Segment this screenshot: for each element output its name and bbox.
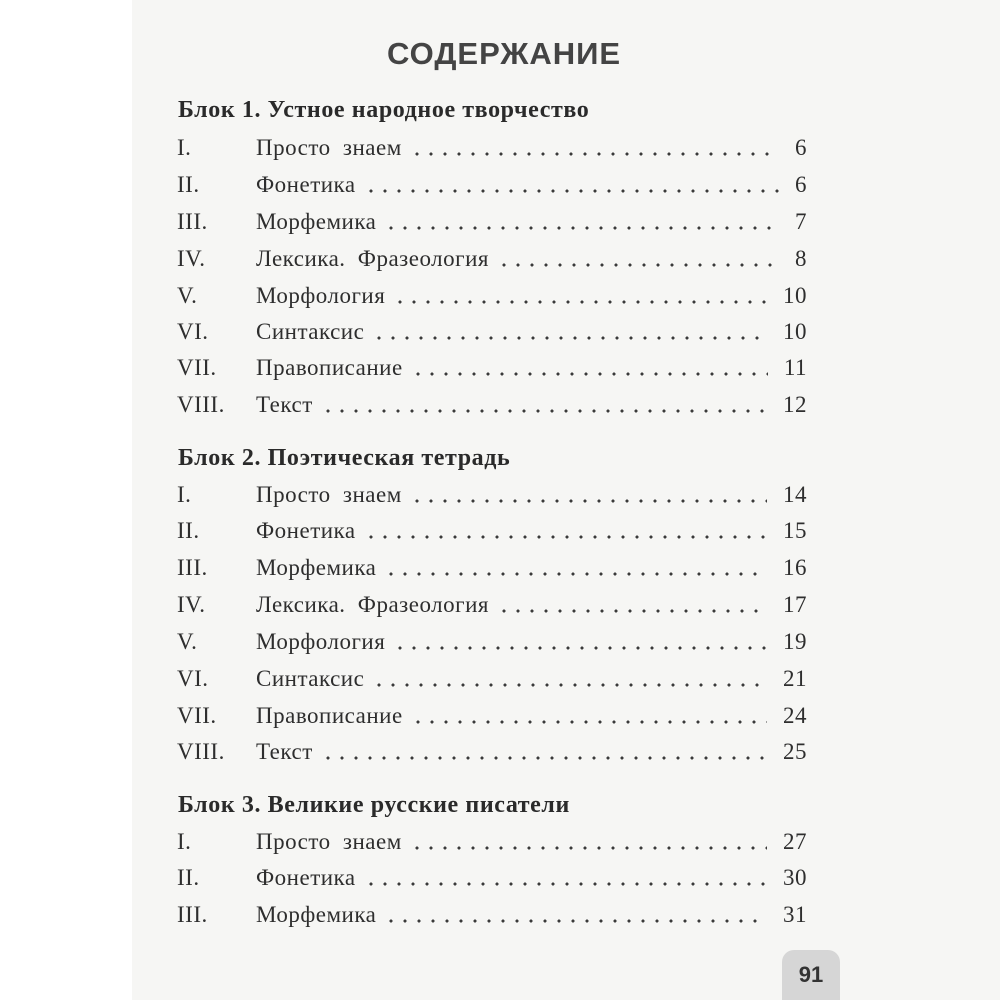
toc-number: III. <box>177 555 208 580</box>
toc-row[interactable] <box>177 592 807 626</box>
dot-leader <box>384 919 767 923</box>
toc-label: Просто знаем <box>256 829 402 854</box>
dot-leader <box>411 372 768 376</box>
toc-page: 24 <box>783 703 807 728</box>
toc-row[interactable] <box>177 518 807 552</box>
toc-number: VI. <box>177 666 209 691</box>
toc-row[interactable] <box>177 902 807 936</box>
dot-leader <box>393 300 767 304</box>
toc-label: Фонетика <box>256 172 356 197</box>
toc-label: Морфемика <box>256 902 377 927</box>
toc-row[interactable] <box>177 355 807 389</box>
toc-page: 7 <box>795 209 807 234</box>
dot-leader <box>384 572 767 576</box>
dot-leader <box>410 152 779 156</box>
dot-leader <box>411 720 767 724</box>
toc-row[interactable] <box>177 629 807 663</box>
page-number-tab: 91 <box>782 950 840 1000</box>
dot-leader <box>364 882 767 886</box>
toc-page: 10 <box>783 283 807 308</box>
toc-label: Правописание <box>256 355 403 380</box>
toc-label: Просто знаем <box>256 135 402 160</box>
dot-leader <box>364 535 767 539</box>
dot-leader <box>372 336 767 340</box>
toc-number: VIII. <box>177 392 225 417</box>
toc-number: I. <box>177 482 192 507</box>
toc-row[interactable] <box>177 246 807 280</box>
toc-page: 11 <box>783 355 807 380</box>
dot-leader <box>410 499 767 503</box>
dot-leader <box>364 189 779 193</box>
toc-label: Синтаксис <box>256 319 365 344</box>
toc-number: IV. <box>177 246 206 271</box>
toc-page: 6 <box>795 172 807 197</box>
dot-leader <box>321 409 767 413</box>
toc-page: 8 <box>795 246 807 271</box>
toc-label: Лексика. Фразеология <box>256 592 489 617</box>
toc-label: Фонетика <box>256 865 356 890</box>
block-title: Блок 1. Устное народное творчество <box>178 97 590 123</box>
toc-number: III. <box>177 902 208 927</box>
toc-number: IV. <box>177 592 206 617</box>
toc-row[interactable] <box>177 829 807 863</box>
toc-page: 10 <box>783 319 807 344</box>
toc-label: Морфемика <box>256 555 377 580</box>
toc-page: 21 <box>783 666 807 691</box>
toc-number: VI. <box>177 319 209 344</box>
toc-label: Морфология <box>256 629 386 654</box>
toc-label: Морфология <box>256 283 386 308</box>
toc-row[interactable] <box>177 319 807 353</box>
toc-page: 12 <box>783 392 807 417</box>
toc-page: 19 <box>783 629 807 654</box>
dot-leader <box>497 263 779 267</box>
toc-label: Морфемика <box>256 209 377 234</box>
block-title: Блок 3. Великие русские писатели <box>178 792 570 818</box>
toc-row[interactable] <box>177 865 807 899</box>
toc-row[interactable] <box>177 135 807 169</box>
toc-number: III. <box>177 209 208 234</box>
dot-leader <box>393 646 767 650</box>
toc-row[interactable] <box>177 172 807 206</box>
toc-label: Просто знаем <box>256 482 402 507</box>
dot-leader <box>321 756 767 760</box>
toc-number: V. <box>177 629 198 654</box>
block-title: Блок 2. Поэтическая тетрадь <box>178 445 511 471</box>
page-title: СОДЕРЖАНИЕ <box>387 36 622 71</box>
toc-number: V. <box>177 283 198 308</box>
toc-row[interactable] <box>177 392 807 426</box>
toc-row[interactable] <box>177 209 807 243</box>
toc-number: VIII. <box>177 739 225 764</box>
toc-row[interactable] <box>177 739 807 773</box>
toc-row[interactable] <box>177 283 807 317</box>
toc-label: Текст <box>256 739 313 764</box>
toc-label: Синтаксис <box>256 666 365 691</box>
toc-page: 17 <box>783 592 807 617</box>
book-page <box>132 0 1000 1000</box>
toc-page: 27 <box>783 829 807 854</box>
toc-number: II. <box>177 518 200 543</box>
toc-row[interactable] <box>177 482 807 516</box>
toc-label: Правописание <box>256 703 403 728</box>
toc-row[interactable] <box>177 555 807 589</box>
toc-number: VII. <box>177 703 217 728</box>
toc-page: 14 <box>783 482 807 507</box>
toc-page: 6 <box>795 135 807 160</box>
toc-number: VII. <box>177 355 217 380</box>
toc-number: II. <box>177 865 200 890</box>
toc-label: Текст <box>256 392 313 417</box>
dot-leader <box>384 226 779 230</box>
toc-row[interactable] <box>177 666 807 700</box>
toc-label: Фонетика <box>256 518 356 543</box>
toc-number: II. <box>177 172 200 197</box>
toc-page: 16 <box>783 555 807 580</box>
dot-leader <box>497 609 767 613</box>
toc-number: I. <box>177 829 192 854</box>
toc-page: 25 <box>783 739 807 764</box>
dot-leader <box>372 683 767 687</box>
toc-row[interactable] <box>177 703 807 737</box>
toc-page: 15 <box>783 518 807 543</box>
toc-page: 30 <box>783 865 807 890</box>
toc-number: I. <box>177 135 192 160</box>
toc-label: Лексика. Фразеология <box>256 246 489 271</box>
dot-leader <box>410 846 767 850</box>
toc-page: 31 <box>783 902 807 927</box>
